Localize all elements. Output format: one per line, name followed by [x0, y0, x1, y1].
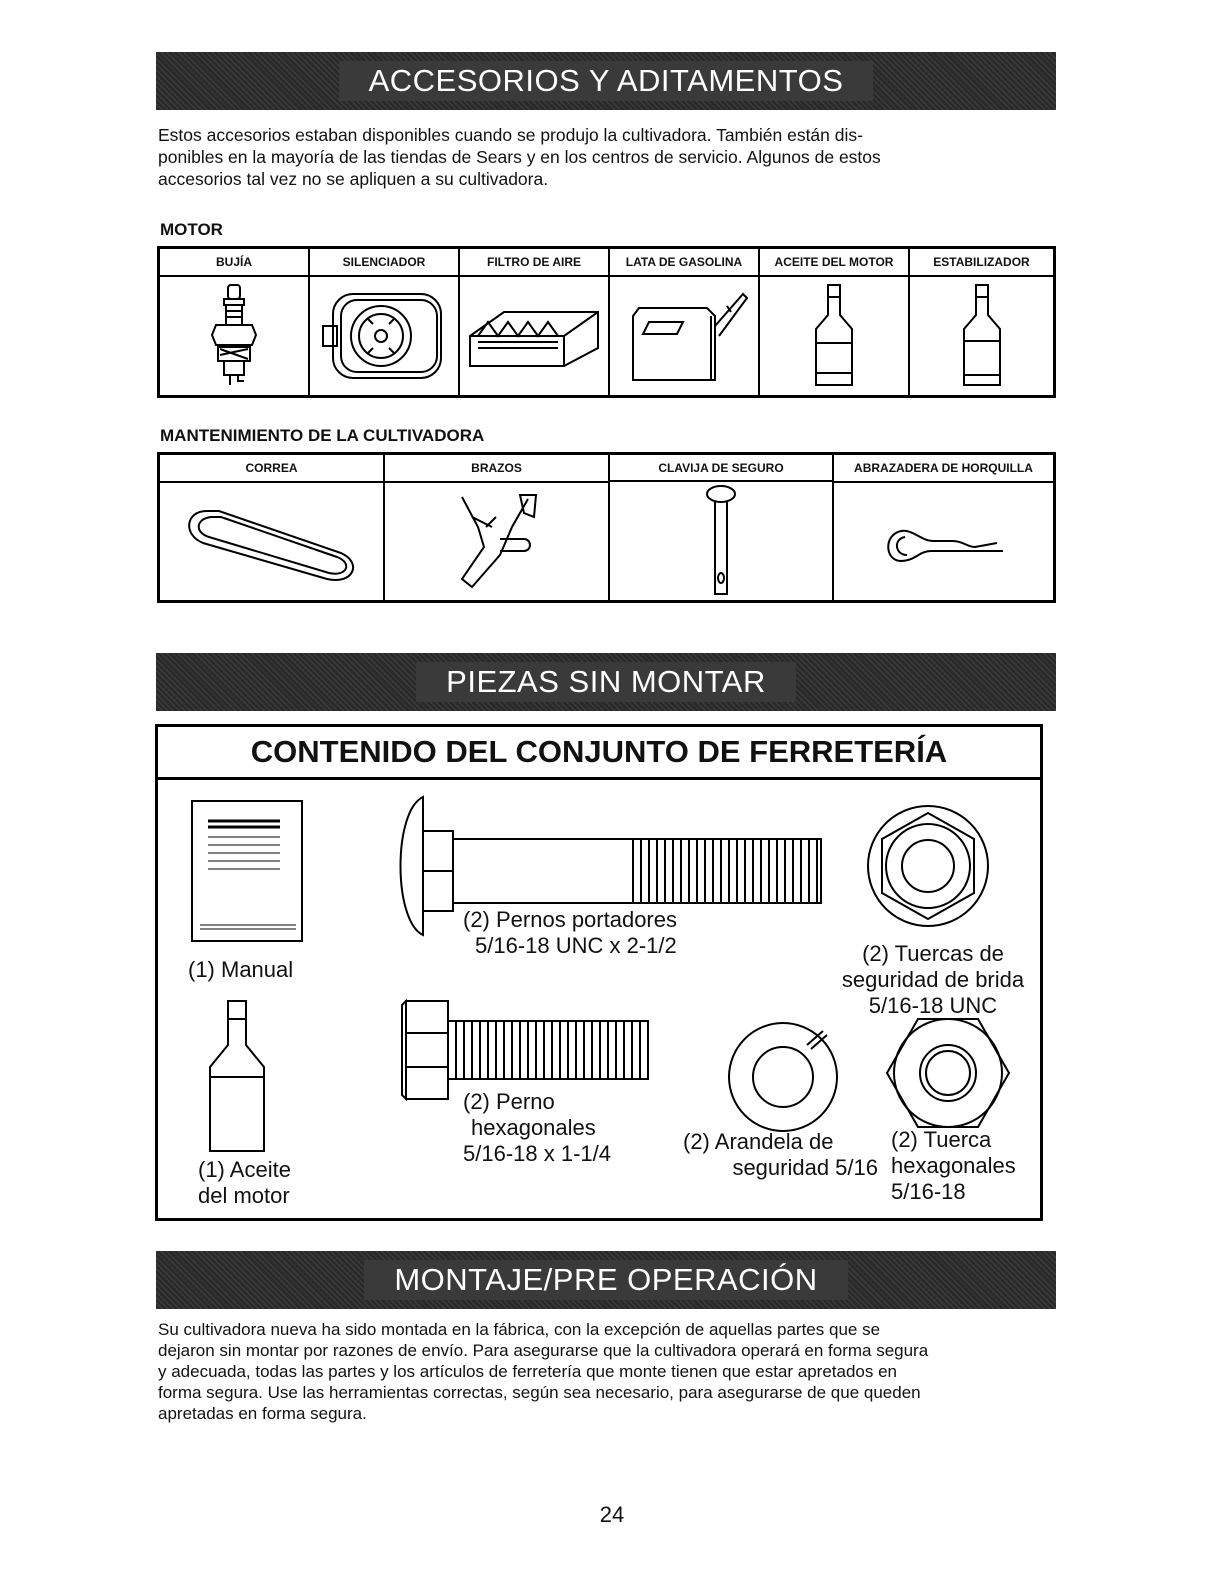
motor-item	[160, 249, 310, 395]
item-label: CLAVIJA DE SEGURO	[610, 455, 832, 482]
stabilizer-bottle-icon	[910, 277, 1053, 395]
flange-nut-caption	[828, 941, 1038, 1019]
oil-bottle-icon	[202, 997, 272, 1157]
loose-parts-title: PIEZAS SIN MONTAR	[416, 662, 796, 702]
item-label: ESTABILIZADOR	[910, 249, 1053, 277]
body-line: dejaron sin montar por razones de envío. Para asegurarse que la cultivadora operará en forma segura	[158, 1341, 929, 1360]
belt-icon	[160, 483, 383, 600]
oil-caption	[198, 1157, 291, 1209]
item-label: LATA DE GASOLINA	[610, 249, 758, 277]
intro-line: Estos accesorios estaban disponibles cuando se produjo la cultivadora. También están dis-	[158, 125, 863, 145]
air-filter-icon	[460, 277, 608, 395]
lock-washer-icon	[723, 1017, 843, 1137]
motor-accessories-grid	[157, 246, 1056, 398]
intro-line: ponibles en la mayoría de las tiendas de Sears y en los centros de servicio. Algunos de estos	[158, 147, 881, 167]
accessories-banner	[156, 52, 1056, 110]
maintenance-item	[610, 455, 834, 600]
motor-item	[310, 249, 460, 395]
caption-line: 5/16-18 UNC	[868, 993, 998, 1018]
motor-item	[610, 249, 760, 395]
page-number: 24	[599, 1502, 625, 1527]
muffler-icon	[310, 277, 458, 395]
item-label: ACEITE DEL MOTOR	[760, 249, 908, 277]
spark-plug-icon	[160, 277, 308, 395]
body-line: forma segura. Use las herramientas correctas, según sea necesario, para asegurarse de que queden	[158, 1383, 921, 1402]
body-line: y adecuada, todas las partes y los artículos de ferretería que monte tienen que estar apretados en	[158, 1362, 898, 1381]
item-label: BUJÍA	[160, 249, 308, 277]
intro-line: accesorios tal vez no se apliquen a su cultivadora.	[158, 169, 549, 189]
motor-item	[760, 249, 910, 395]
caption-line: 5/16-18 x 1-1/4	[463, 1141, 611, 1166]
caption-line: seguridad de brida	[841, 967, 1025, 992]
caption-line: (2) Arandela de	[683, 1129, 834, 1154]
manual-caption	[188, 957, 293, 983]
item-label: SILENCIADOR	[310, 249, 458, 277]
motor-heading: MOTOR	[160, 220, 223, 239]
hairpin-clip-icon	[834, 483, 1053, 600]
gas-can-icon	[610, 277, 758, 395]
caption-line: (2) Tuerca	[891, 1127, 992, 1152]
lock-washer-caption	[683, 1129, 878, 1181]
carriage-bolt-caption	[463, 907, 677, 959]
assembly-body	[158, 1319, 1056, 1424]
caption-line: hexagonales	[471, 1115, 596, 1140]
maintenance-item	[385, 455, 610, 600]
caption-line: (1) Aceite	[198, 1157, 291, 1182]
caption-line: hexagonales	[891, 1153, 1016, 1178]
caption-line: (2) Pernos portadores	[463, 907, 677, 932]
motor-item	[910, 249, 1053, 395]
maintenance-item	[834, 455, 1053, 600]
body-line: apretadas en forma segura.	[158, 1404, 367, 1423]
clevis-pin-icon	[610, 482, 832, 600]
caption-line: seguridad 5/16	[732, 1155, 878, 1180]
oil-bottle-icon	[760, 277, 908, 395]
item-label: FILTRO DE AIRE	[460, 249, 608, 277]
hex-bolt-caption	[463, 1089, 611, 1167]
item-label: BRAZOS	[385, 455, 608, 483]
maintenance-heading: MANTENIMIENTO DE LA CULTIVADORA	[160, 426, 485, 445]
assembly-banner	[156, 1251, 1056, 1309]
motor-item	[460, 249, 610, 395]
assembly-title: MONTAJE/PRE OPERACIÓN	[364, 1260, 847, 1300]
tine-icon	[385, 483, 608, 600]
hardware-pack-title: CONTENIDO DEL CONJUNTO DE FERRETERÍA	[158, 727, 1040, 780]
hex-nut-icon	[883, 1013, 1013, 1133]
item-label: CORREA	[160, 455, 383, 483]
hardware-pack-box	[155, 724, 1043, 1221]
maintenance-accessories-grid	[157, 452, 1056, 603]
caption-line: (1) Manual	[188, 957, 294, 982]
item-label: ABRAZADERA DE HORQUILLA	[834, 455, 1053, 483]
caption-line: (2) Perno	[463, 1089, 555, 1114]
body-line: Su cultivadora nueva ha sido montada en la fábrica, con la excepción de aquellas partes que se	[158, 1320, 881, 1339]
caption-line: (2) Tuercas de	[862, 941, 1004, 966]
hex-nut-caption	[891, 1127, 1016, 1205]
manual-icon	[188, 797, 308, 947]
accessories-intro	[158, 124, 1056, 190]
maintenance-item	[160, 455, 385, 600]
caption-line: 5/16-18 UNC x 2-1/2	[475, 933, 677, 958]
caption-line: 5/16-18	[891, 1179, 966, 1204]
accessories-title: ACCESORIOS Y ADITAMENTOS	[339, 61, 874, 101]
caption-line: del motor	[198, 1183, 290, 1208]
flange-nut-icon	[863, 801, 993, 931]
loose-parts-banner	[156, 653, 1056, 711]
